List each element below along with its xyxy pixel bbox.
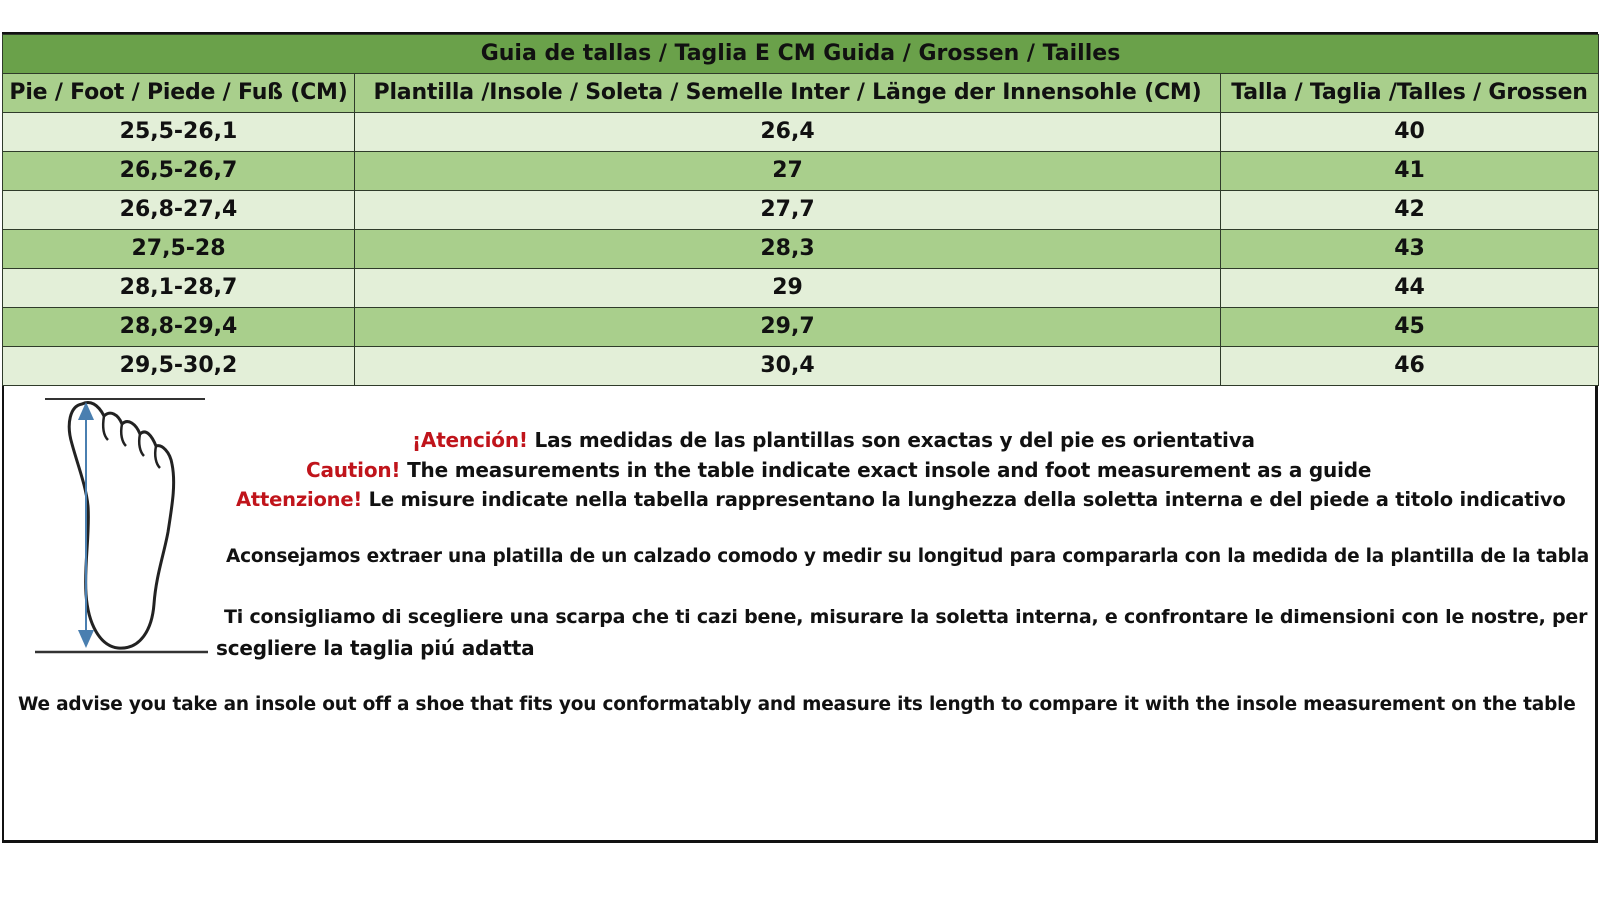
insole-cm-cell: 27	[355, 152, 1221, 191]
insole-cm-cell: 29	[355, 269, 1221, 308]
note-spanish	[412, 428, 1255, 452]
size-cell: 45	[1221, 308, 1599, 347]
size-cell: 43	[1221, 230, 1599, 269]
foot-cm-cell: 27,5-28	[3, 230, 355, 269]
warning-label-es: ¡Atención!	[412, 428, 528, 452]
advice-english: We advise you take an insole out off a shoe that fits you conformatably and measure its length to compare it with the insole measurement on the table	[18, 694, 1576, 715]
foot-cm-cell: 26,5-26,7	[3, 152, 355, 191]
table-title: Guia de tallas / Taglia E CM Guida / Grossen / Tailles	[3, 35, 1599, 74]
insole-cm-cell: 30,4	[355, 347, 1221, 386]
table-header-row	[3, 74, 1599, 113]
size-cell: 46	[1221, 347, 1599, 386]
foot-cm-cell: 28,1-28,7	[3, 269, 355, 308]
advice-italian-line1: Ti consigliamo di scegliere una scarpa che ti cazi bene, misurare la soletta interna, e confrontare le dimensioni con le nostre, per	[224, 606, 1588, 628]
table-row	[3, 308, 1599, 347]
table-title-row	[3, 35, 1599, 74]
header-insole-cm: Plantilla /Insole / Soleta / Semelle Inter / Länge der Innensohle (CM)	[355, 74, 1221, 113]
insole-cm-cell: 28,3	[355, 230, 1221, 269]
insole-cm-cell: 27,7	[355, 191, 1221, 230]
warning-label-en: Caution!	[306, 458, 401, 482]
note-text-it: Le misure indicate nella tabella rappresentano la lunghezza della soletta interna e del piede a titolo indicativo	[362, 488, 1566, 511]
note-english	[306, 458, 1371, 482]
table-row	[3, 230, 1599, 269]
foot-cm-cell: 29,5-30,2	[3, 347, 355, 386]
note-text-en: The measurements in the table indicate exact insole and foot measurement as a guide	[400, 458, 1372, 482]
foot-cm-cell: 28,8-29,4	[3, 308, 355, 347]
table-row	[3, 269, 1599, 308]
warning-label-it: Attenzione!	[236, 488, 363, 511]
size-table	[2, 34, 1599, 386]
foot-outline-icon	[30, 394, 216, 666]
size-cell: 42	[1221, 191, 1599, 230]
size-cell: 40	[1221, 113, 1599, 152]
table-row	[3, 191, 1599, 230]
table-row	[3, 113, 1599, 152]
foot-cm-cell: 26,8-27,4	[3, 191, 355, 230]
insole-cm-cell: 26,4	[355, 113, 1221, 152]
advice-italian-line2: scegliere la taglia piú adatta	[216, 636, 535, 660]
size-cell: 44	[1221, 269, 1599, 308]
header-size: Talla / Taglia /Talles / Grossen	[1221, 74, 1599, 113]
note-text-es: Las medidas de las plantillas son exactas y del pie es orientativa	[527, 428, 1255, 452]
advice-spanish: Aconsejamos extraer una platilla de un calzado comodo y medir su longitud para compararla con la medida de la plantilla de la tabla	[226, 546, 1590, 567]
table-row	[3, 152, 1599, 191]
insole-cm-cell: 29,7	[355, 308, 1221, 347]
size-cell: 41	[1221, 152, 1599, 191]
table-row	[3, 347, 1599, 386]
note-italian	[236, 488, 1566, 511]
foot-cm-cell: 25,5-26,1	[3, 113, 355, 152]
header-foot-cm: Pie / Foot / Piede / Fuß (CM)	[3, 74, 355, 113]
